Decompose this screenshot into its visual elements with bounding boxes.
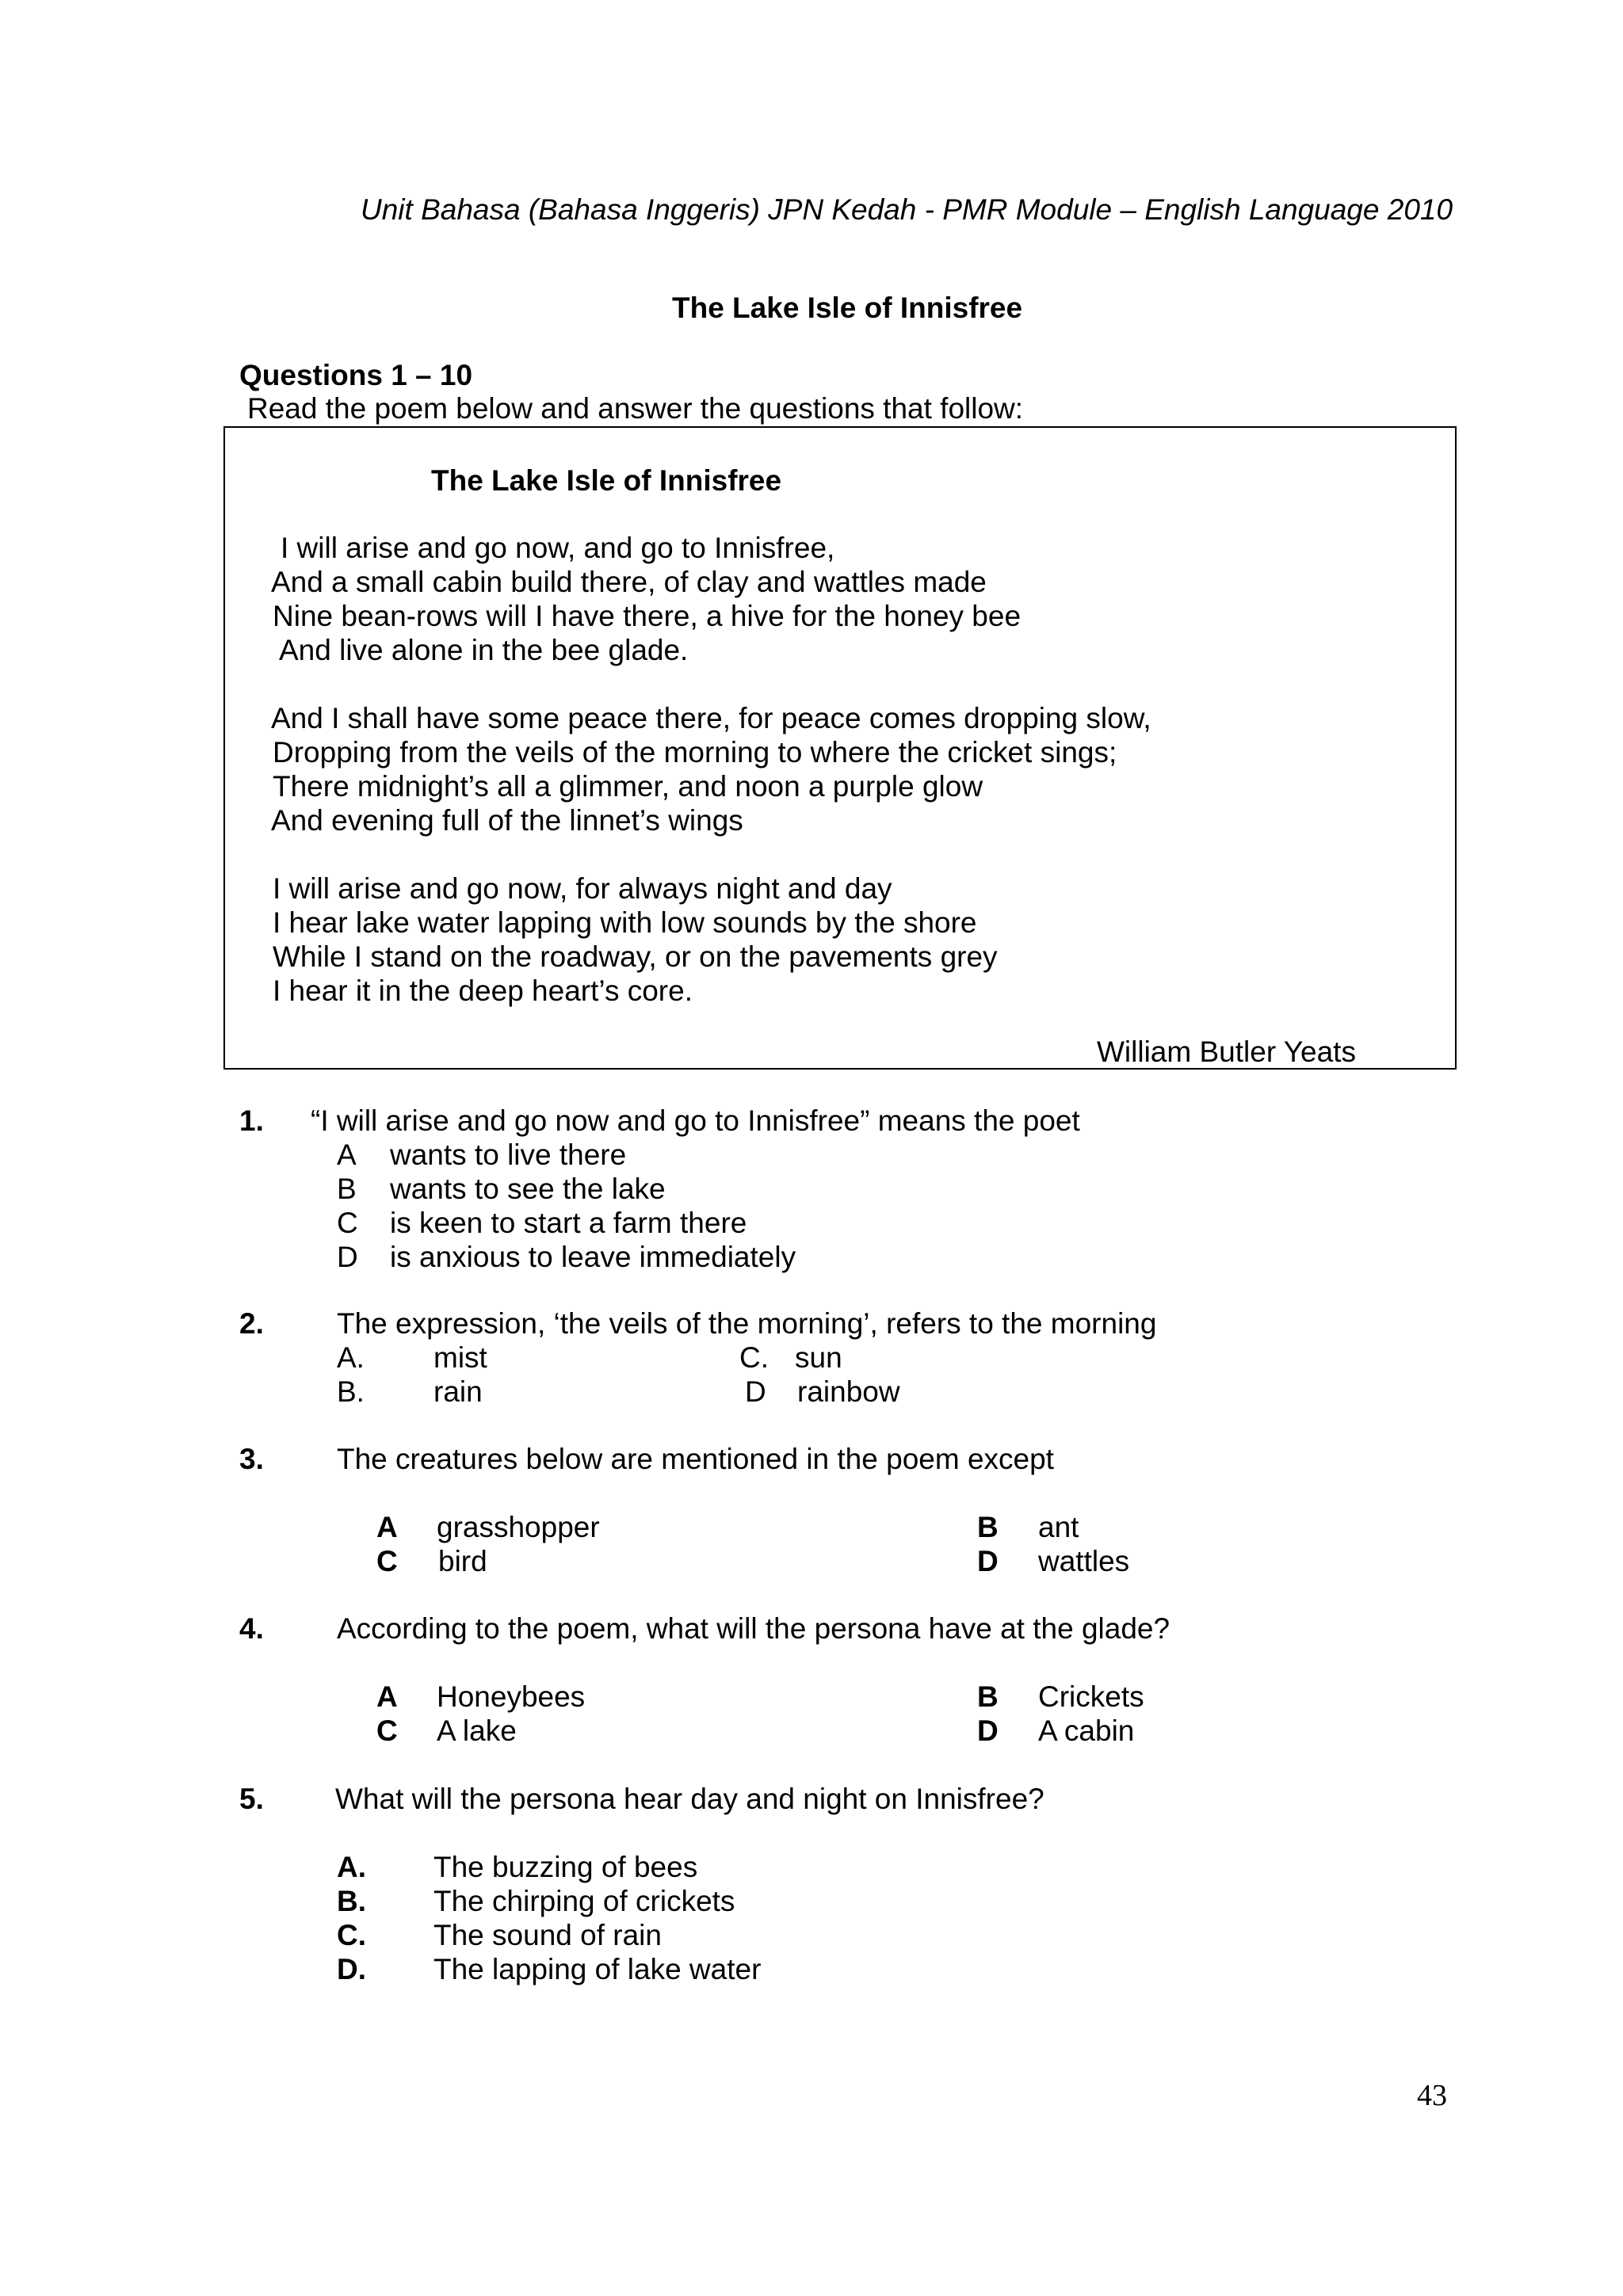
question-number: 3. (239, 1443, 264, 1475)
option-text: Crickets (1038, 1680, 1144, 1713)
option-letter: D (977, 1714, 999, 1747)
option-letter: D. (337, 1953, 366, 1985)
option-letter: C (376, 1545, 398, 1577)
option-letter: B. (337, 1885, 366, 1917)
poem-line: I hear lake water lapping with low sounds by the shore (273, 906, 977, 939)
option-text: The chirping of crickets (433, 1885, 735, 1917)
option-text: Honeybees (437, 1680, 586, 1713)
poem-line: While I stand on the roadway, or on the pavements grey (273, 940, 998, 973)
poem-author: William Butler Yeats (1097, 1035, 1356, 1068)
option-text: bird (438, 1545, 487, 1577)
option-letter: C (337, 1207, 358, 1239)
question-number: 1. (239, 1104, 264, 1137)
option-text: ant (1038, 1511, 1079, 1543)
page-header: Unit Bahasa (Bahasa Inggeris) JPN Kedah - PMR Module – English Language 2010 (361, 193, 1453, 226)
option-text: The buzzing of bees (433, 1851, 698, 1883)
option-text: is anxious to leave immediately (390, 1241, 796, 1273)
document-title: The Lake Isle of Innisfree (672, 292, 1023, 324)
question-number: 4. (239, 1612, 264, 1645)
option-text: rainbow (797, 1375, 900, 1408)
option-letter: B (977, 1680, 999, 1713)
option-text: mist (433, 1341, 487, 1374)
option-letter: B (337, 1173, 357, 1205)
question-text: According to the poem, what will the persona have at the glade? (337, 1612, 1170, 1645)
option-letter: B (977, 1511, 999, 1543)
option-letter: A (376, 1680, 398, 1713)
option-letter: A (376, 1511, 398, 1543)
option-letter: D (977, 1545, 999, 1577)
poem-line: And a small cabin build there, of clay and wattles made (271, 566, 987, 598)
option-text: wants to live there (390, 1138, 627, 1171)
option-text: The lapping of lake water (433, 1953, 762, 1985)
option-text: The sound of rain (433, 1919, 662, 1951)
option-text: sun (795, 1341, 842, 1374)
question-text: “I will arise and go now and go to Innisfree” means the poet (311, 1104, 1080, 1137)
option-letter: C (376, 1714, 398, 1747)
option-letter: B. (337, 1375, 365, 1408)
poem-line: I will arise and go now, for always night and day (273, 872, 892, 905)
poem-line: I hear it in the deep heart’s core. (273, 974, 693, 1007)
question-number: 5. (239, 1783, 264, 1815)
poem-line: And I shall have some peace there, for peace comes dropping slow, (271, 702, 1151, 734)
option-text: is keen to start a farm there (390, 1207, 747, 1239)
option-letter: D (745, 1375, 766, 1408)
option-text: rain (433, 1375, 483, 1408)
question-text: What will the persona hear day and night on Innisfree? (335, 1783, 1044, 1815)
instruction-text: Read the poem below and answer the questions that follow: (247, 392, 1024, 425)
question-text: The expression, ‘the veils of the morning’, refers to the morning (337, 1307, 1157, 1340)
poem-line: And evening full of the linnet’s wings (271, 804, 743, 837)
poem-line: I will arise and go now, and go to Innisfree, (281, 532, 835, 564)
question-number: 2. (239, 1307, 264, 1340)
option-letter: C. (337, 1919, 366, 1951)
poem-line: Dropping from the veils of the morning to where the cricket sings; (273, 736, 1117, 769)
question-text: The creatures below are mentioned in the poem except (337, 1443, 1054, 1475)
option-letter: C. (739, 1341, 769, 1374)
option-text: A lake (437, 1714, 517, 1747)
poem-line: There midnight’s all a glimmer, and noon a purple glow (273, 770, 983, 803)
option-letter: D (337, 1241, 358, 1273)
poem-line: Nine bean-rows will I have there, a hive for the honey bee (273, 600, 1022, 632)
option-letter: A (337, 1138, 357, 1171)
option-letter: A. (337, 1851, 366, 1883)
option-text: grasshopper (437, 1511, 600, 1543)
option-letter: A. (337, 1341, 365, 1374)
page-number: 43 (1417, 2079, 1447, 2112)
questions-range-heading: Questions 1 – 10 (239, 359, 473, 391)
option-text: A cabin (1038, 1714, 1135, 1747)
poem-line: And live alone in the bee glade. (279, 634, 689, 666)
poem-title: The Lake Isle of Innisfree (431, 464, 782, 497)
option-text: wattles (1038, 1545, 1130, 1577)
option-text: wants to see the lake (390, 1173, 666, 1205)
